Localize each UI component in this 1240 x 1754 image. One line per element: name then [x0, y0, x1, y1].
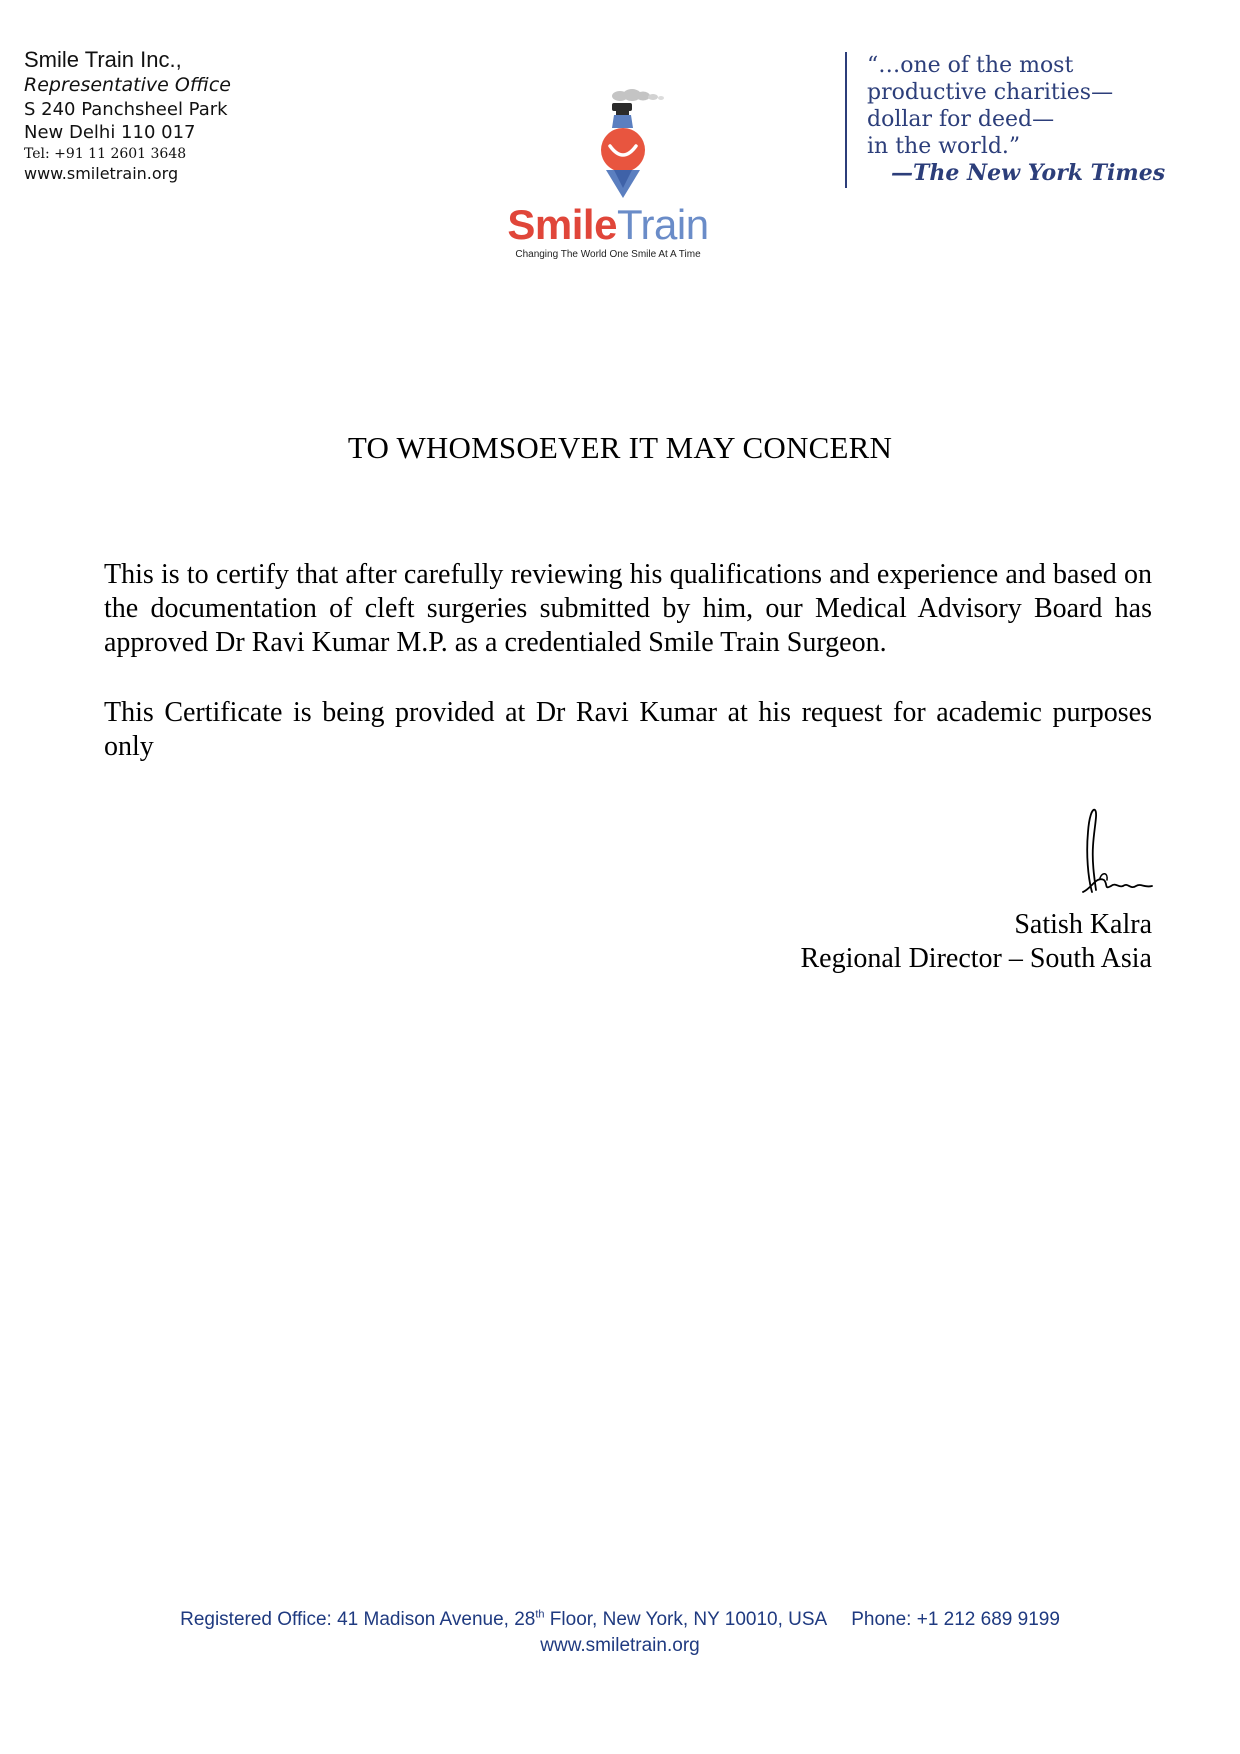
press-quote	[845, 52, 1175, 188]
address-line-2: New Delhi 110 017	[24, 122, 196, 143]
handwritten-signature	[1078, 806, 1160, 896]
logo-word-train: Train	[616, 201, 709, 248]
quote-line-3: dollar for deed—	[867, 107, 1055, 132]
footer-address-line	[0, 1607, 1240, 1633]
footer-phone: Phone: +1 212 689 9199	[851, 1609, 1060, 1630]
organization-name: Smile Train Inc.,	[24, 47, 182, 72]
telephone-number: Tel: +91 11 2601 3648	[24, 146, 187, 162]
signatory-block	[800, 908, 1152, 976]
office-label: Representative Office	[24, 74, 231, 96]
quote-line-4: in the world.”	[867, 134, 1021, 159]
train-mascot-icon	[578, 88, 668, 198]
quote-line-2: productive charities—	[867, 80, 1114, 105]
footer-website-link[interactable]: www.smiletrain.org	[540, 1635, 700, 1656]
logo-wordmark	[488, 201, 728, 249]
certification-paragraph: This is to certify that after carefully reviewing his qualifications and experience and based on the documentation of cleft surgeries submitted by him, our Medical Advisory Board has approved Dr Ravi Kumar M.P. as a credentialed Smile Train Surgeon.	[104, 559, 1152, 658]
registered-office-rest: Floor, New York, NY 10010, USA	[544, 1609, 828, 1630]
quote-line-1: “…one of the most	[867, 53, 1074, 78]
quote-attribution: —The New York Times	[891, 160, 1166, 186]
signatory-name: Satish Kalra	[1014, 909, 1152, 940]
logo-tagline: Changing The World One Smile At A Time	[515, 249, 701, 260]
smile-train-logo	[478, 88, 738, 268]
registered-office-prefix: Registered Office: 41 Madison Avenue, 28	[180, 1609, 536, 1630]
office-address-block	[24, 46, 324, 184]
page-footer	[0, 1607, 1240, 1659]
letter-heading: TO WHOMSOEVER IT MAY CONCERN	[347, 430, 893, 465]
purpose-paragraph: This Certificate is being provided at Dr Ravi Kumar at his request for academic purposes only	[104, 697, 1152, 762]
floor-ordinal-suffix: th	[535, 1608, 545, 1621]
signatory-title: Regional Director – South Asia	[800, 943, 1152, 974]
address-line-1: S 240 Panchsheel Park	[24, 99, 228, 120]
logo-word-smile: Smile	[507, 201, 617, 248]
website-link[interactable]: www.smiletrain.org	[24, 164, 179, 183]
